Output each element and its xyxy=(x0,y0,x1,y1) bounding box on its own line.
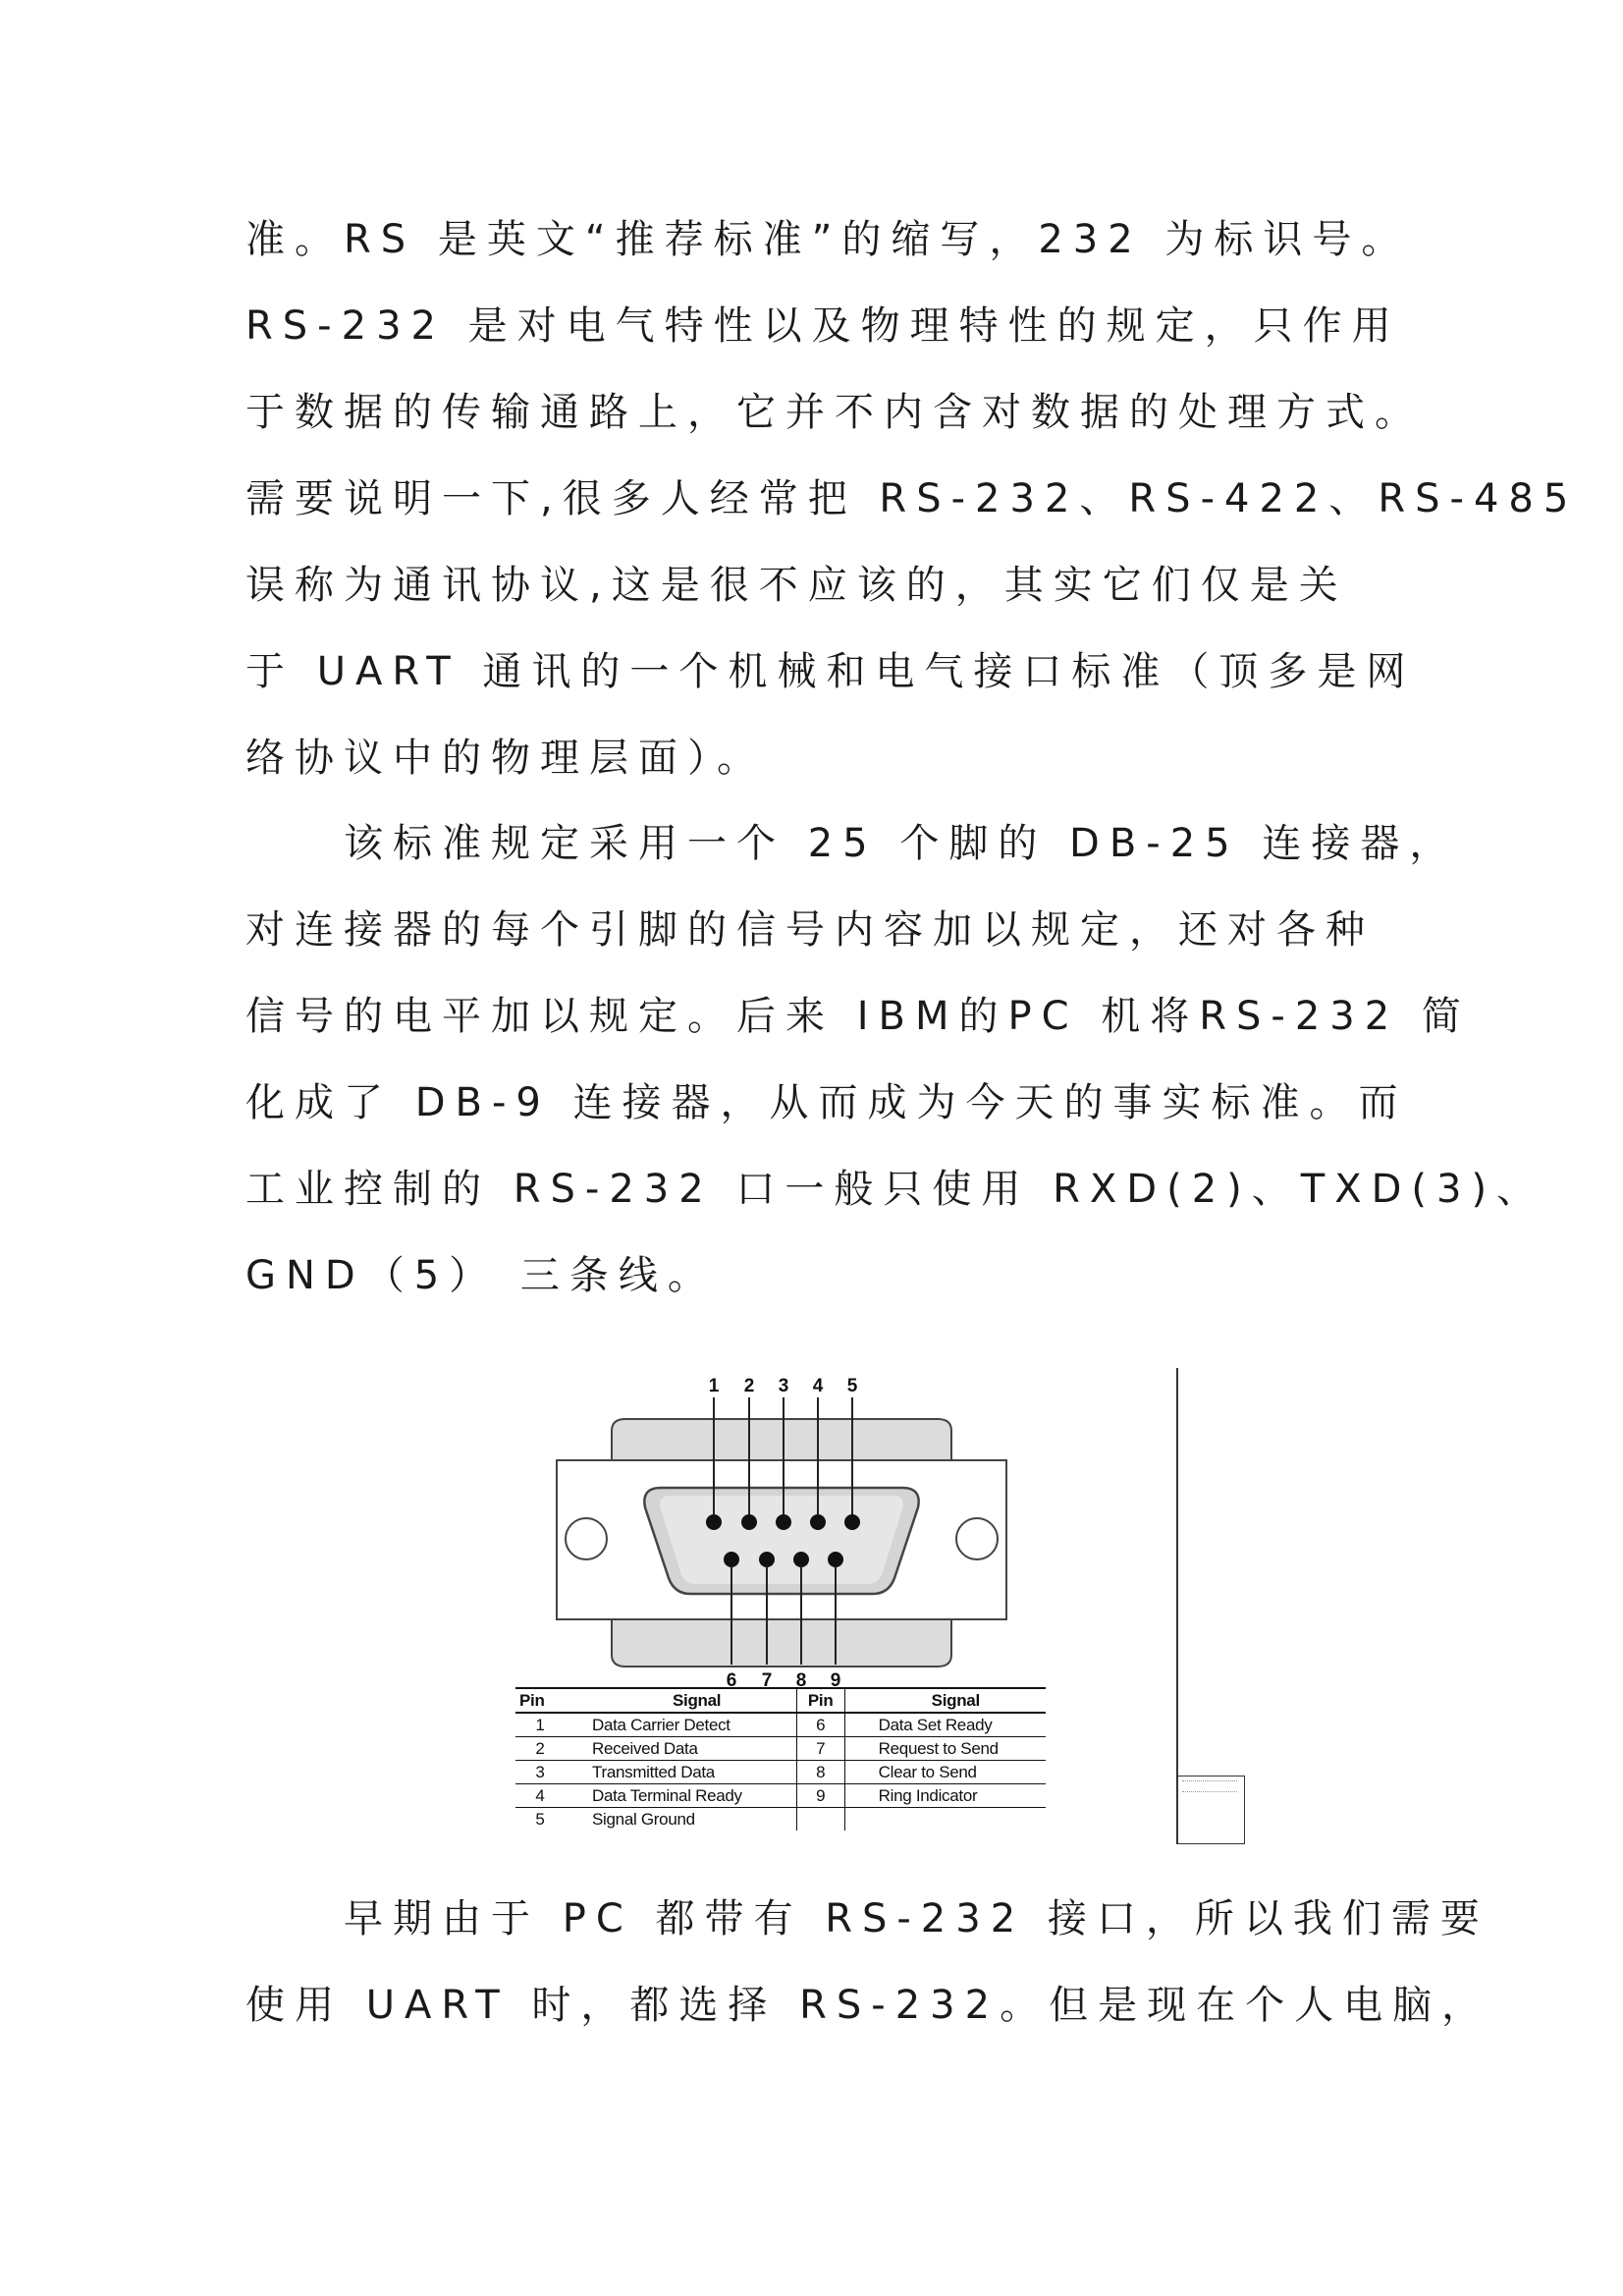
column-header-pin: Pin xyxy=(515,1688,565,1713)
text-line: 于数据的传输通路上，它并不内含对数据的处理方式。 xyxy=(245,390,1424,435)
text-line: 误称为通讯协议,这是很不应该的，其实它们仅是关 xyxy=(245,563,1348,608)
table-row xyxy=(515,1737,1046,1761)
signal-name: Data Carrier Detect xyxy=(565,1713,796,1737)
column-header-signal: Signal xyxy=(565,1688,796,1713)
text-line: 络协议中的物理层面）。 xyxy=(245,736,766,781)
signal-name: Ring Indicator xyxy=(844,1784,1046,1808)
table-row xyxy=(515,1784,1046,1808)
signal-name: Request to Send xyxy=(844,1737,1046,1761)
pin-contact xyxy=(741,1514,757,1530)
text-line: RS-232 是对电气特性以及物理特性的规定，只作用 xyxy=(245,303,1401,349)
text-line: 于 UART 通讯的一个机械和电气接口标准（顶多是网 xyxy=(245,649,1416,694)
pin-number-label: 6 xyxy=(726,1670,737,1691)
pin-number: 5 xyxy=(535,1810,545,1829)
text-line: GND（5） 三条线。 xyxy=(245,1253,717,1298)
text-line: 信号的电平加以规定。后来 IBM的PC 机将RS-232 简 xyxy=(245,994,1471,1039)
table-row xyxy=(515,1713,1046,1737)
pin-number: 9 xyxy=(796,1784,844,1808)
pin-number-label: 3 xyxy=(778,1376,789,1396)
pin-number-label: 8 xyxy=(795,1670,807,1691)
pin-number xyxy=(796,1808,844,1831)
figure-frame-box xyxy=(1178,1776,1245,1844)
pin-number: 8 xyxy=(796,1761,844,1784)
pin-contact xyxy=(828,1552,843,1567)
pin-contact xyxy=(759,1552,775,1567)
pin-number-label: 5 xyxy=(846,1376,858,1396)
text-line: 早期由于 PC 都带有 RS-232 接口，所以我们需要 xyxy=(245,1896,1489,1941)
pin-number: 1 xyxy=(515,1713,565,1737)
pin-contact xyxy=(724,1552,739,1567)
column-header-signal: Signal xyxy=(844,1688,1046,1713)
paragraph-db25-standard xyxy=(245,800,1546,1319)
paragraph-pc-uart xyxy=(245,1876,1491,2049)
pin-contact xyxy=(844,1514,860,1530)
pin-number: 4 xyxy=(515,1784,565,1808)
text-line: 对连接器的每个引脚的信号内容加以规定，还对各种 xyxy=(245,907,1375,953)
text-line: 工业控制的 RS-232 口一般只使用 RXD(2)、TXD(3)、 xyxy=(245,1167,1546,1212)
text-line: 使用 UART 时，都选择 RS-232。但是现在个人电脑， xyxy=(245,1983,1491,2028)
column-header-pin: Pin xyxy=(796,1688,844,1713)
pin-contact xyxy=(706,1514,722,1530)
pin-signal-table xyxy=(515,1687,1046,1831)
pin-number: 2 xyxy=(515,1737,565,1761)
pin-number: 3 xyxy=(515,1761,565,1784)
pin-contact xyxy=(793,1552,809,1567)
signal-name: Data Set Ready xyxy=(844,1713,1046,1737)
text-line: 化成了 DB-9 连接器，从而成为今天的事实标准。而 xyxy=(245,1080,1408,1125)
pin-number-label: 9 xyxy=(830,1670,841,1691)
pin-number: 6 xyxy=(796,1713,844,1737)
table-row xyxy=(515,1808,1046,1831)
table-row xyxy=(515,1761,1046,1784)
figure-frame-line xyxy=(1176,1368,1178,1844)
pin-contact xyxy=(810,1514,826,1530)
mounting-hole-left xyxy=(566,1518,607,1559)
pin-number-label: 1 xyxy=(708,1376,720,1396)
text-line: 该标准规定采用一个 25 个脚的 DB-25 连接器， xyxy=(245,821,1459,866)
signal-name xyxy=(844,1808,1046,1831)
signal-name: Data Terminal Ready xyxy=(565,1784,796,1808)
signal-name: Transmitted Data xyxy=(565,1761,796,1784)
signal-name: Received Data xyxy=(565,1737,796,1761)
paragraph-rs232-definition xyxy=(245,196,1579,801)
pin-number-label: 4 xyxy=(812,1376,824,1396)
text-line: 需要说明一下,很多人经常把 RS-232、RS-422、RS-485 xyxy=(245,476,1579,521)
mounting-hole-right xyxy=(956,1518,998,1559)
pin-number: 7 xyxy=(796,1737,844,1761)
pin-contact xyxy=(776,1514,791,1530)
pin-number-label: 7 xyxy=(761,1670,773,1691)
table-header-row xyxy=(515,1688,1046,1713)
pin-number-label: 2 xyxy=(743,1376,755,1396)
signal-name: Clear to Send xyxy=(844,1761,1046,1784)
text-line: 准。RS 是英文“推荐标准”的缩写，232 为标识号。 xyxy=(245,217,1411,262)
signal-name: Signal Ground xyxy=(592,1810,695,1829)
